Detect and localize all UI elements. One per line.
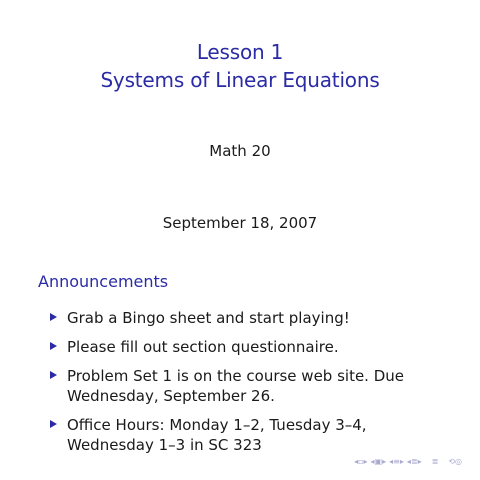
bullet-triangle-icon <box>50 313 57 321</box>
list-item-text: Grab a Bingo sheet and start playing! <box>67 309 350 327</box>
list-item <box>50 308 450 328</box>
announcement-list <box>50 308 450 464</box>
nav-first-icon[interactable]: ◂▫▸ <box>354 457 368 466</box>
announcements-heading: Announcements <box>38 272 169 291</box>
list-item <box>50 366 450 406</box>
nav-frame-icon[interactable]: ◂≡▸ <box>389 457 404 466</box>
list-item-text: Please fill out section questionnaire. <box>67 338 339 356</box>
title-line-1: Lesson 1 <box>196 40 284 64</box>
list-item-text: Office Hours: Monday 1–2, Tuesday 3–4, Wednesday 1–3 in SC 323 <box>67 416 367 454</box>
lecture-date: September 18, 2007 <box>162 214 318 232</box>
list-item-text: Problem Set 1 is on the course web site. Due Wednesday, September 26. <box>67 367 405 405</box>
course-name: Math 20 <box>209 142 271 160</box>
nav-search-icon[interactable]: ⟲◎ <box>448 457 462 466</box>
bullet-triangle-icon <box>50 371 57 379</box>
slide-title <box>0 38 480 94</box>
nav-prev-icon[interactable]: ◂▣▸ <box>370 457 387 466</box>
navigation-bar <box>354 458 462 466</box>
nav-align-icon[interactable]: ≣ <box>431 457 439 466</box>
list-item <box>50 415 450 455</box>
nav-subsection-icon[interactable]: ◂≣▸ <box>406 457 422 466</box>
bullet-triangle-icon <box>50 342 57 350</box>
list-item <box>50 337 450 357</box>
bullet-triangle-icon <box>50 420 57 428</box>
title-line-2: Systems of Linear Equations <box>100 68 380 92</box>
